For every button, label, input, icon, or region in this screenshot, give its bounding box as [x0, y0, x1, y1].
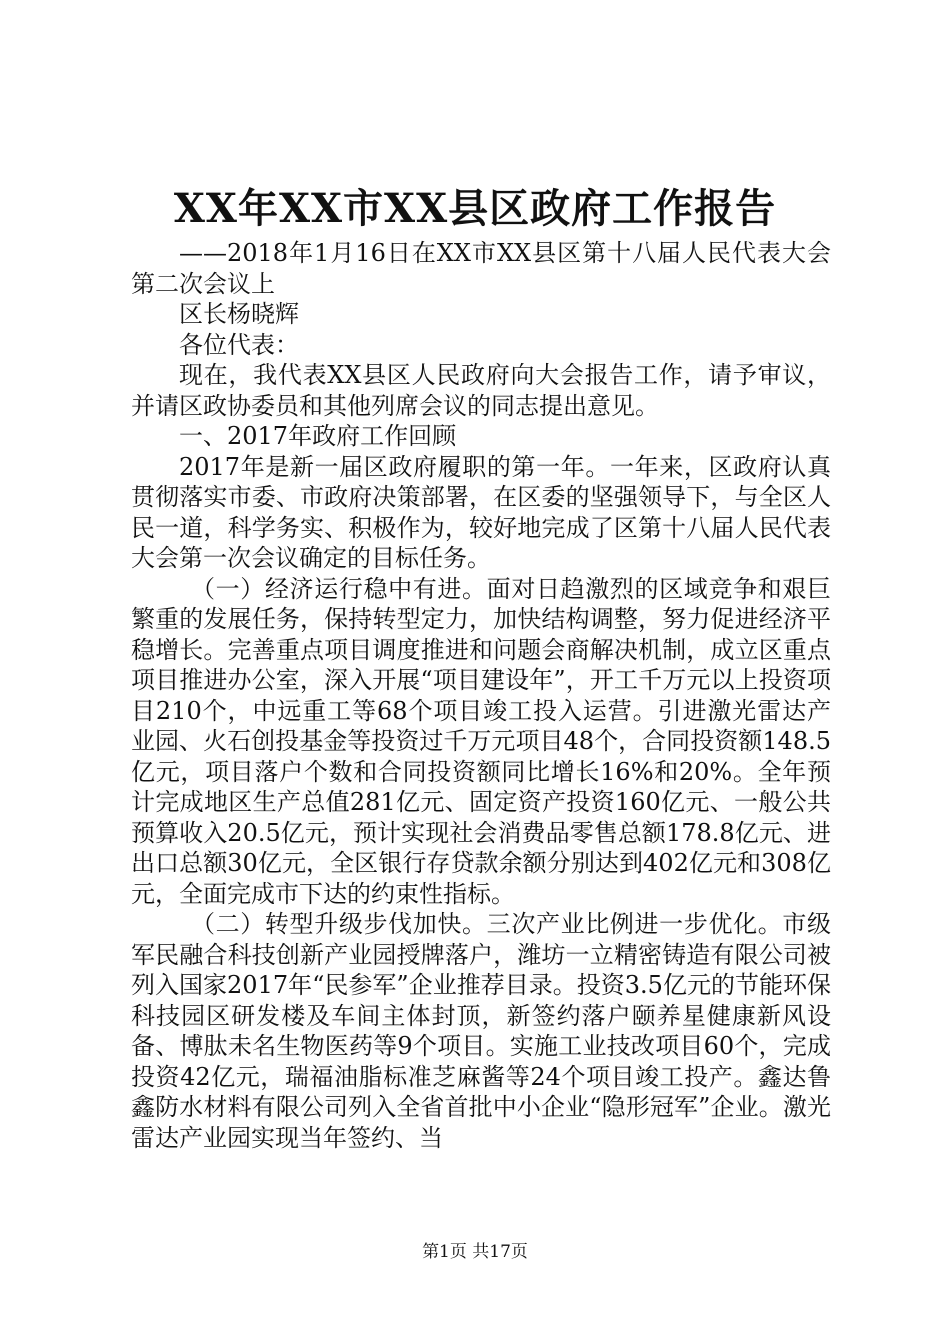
economy-paragraph: （一）经济运行稳中有进。面对日趋激烈的区域竞争和艰巨繁重的发展任务，保持转型定力，加快结构调整，努力促进经济平稳增长。完善重点项目调度推进和问题会商解决机制，成立区重点项目推进办公室，深入开展“项目建设年”，开工千万元以上投资项目210个，中远重工等68个项目竣工投入运营。引进激光雷达产业园、火石创投基金等投资过千万元项目48个，合同投资额148.5亿元，项目落户个数和合同投资额同比增长16%和20%。全年预计完成地区生产总值281亿元、固定资产投资160亿元、一般公共预算收入20.5亿元，预计实现社会消费品零售总额178.8亿元、进出口总额30亿元，全区银行存贷款余额分别达到402亿元和308亿元，全面完成市下达的约束性指标。 — [131, 574, 831, 908]
subtitle-paragraph: ——2018年1月16日在XX市XX县区第十八届人民代表大会第二次会议上 — [131, 239, 831, 298]
section-heading: 一、2017年政府工作回顾 — [179, 422, 457, 450]
salutation-paragraph: 各位代表： — [179, 330, 299, 359]
page-number: 第1页 共17页 — [422, 1242, 528, 1262]
document-title: XX年XX市XX县区政府工作报告 — [173, 185, 777, 232]
review-paragraph: 2017年是新一届区政府履职的第一年。一年来，区政府认真贯彻落实市委、市政府决策部署，在区委的坚强领导下，与全区人民一道，科学务实、积极作为，较好地完成了区第十八届人民代表大会第一次会议确定的目标任务。 — [131, 452, 831, 572]
speaker-paragraph: 区长杨晓辉 — [179, 300, 299, 328]
intro-paragraph: 现在，我代表XX县区人民政府向大会报告工作，请予审议，并请区政协委员和其他列席会议的同志提出意见。 — [131, 361, 831, 420]
document-body — [131, 238, 831, 1153]
transformation-paragraph: （二）转型升级步伐加快。三次产业比例进一步优化。市级军民融合科技创新产业园授牌落户，潍坊一立精密铸造有限公司被列入国家2017年“民参军”企业推荐目录。投资3.5亿元的节能环保科技园区研发楼及车间主体封顶，新签约落户颐养星健康新风设备、博肽未名生物医药等9个项目。实施工业技改项目60个，完成投资42亿元，瑞福油脂标准芝麻酱等24个项目竣工投产。鑫达鲁鑫防水材料有限公司列入全省首批中小企业“隐形冠军”企业。激光雷达产业园实现当年签约、当 — [131, 910, 831, 1152]
